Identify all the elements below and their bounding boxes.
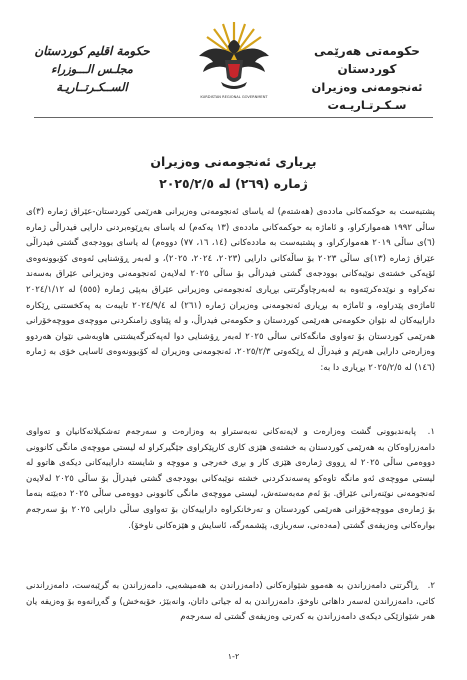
header-left-arabic	[8, 42, 176, 96]
header-right-line-3: سـكـرتـاريـەت	[327, 98, 407, 112]
decision-number-date: ژمارە (٢٦٩) لە ٢٠٢٥/٢/٥	[159, 176, 308, 191]
header-right-line-2: ئەنجومەنی وەزیران	[311, 80, 423, 94]
krg-emblem-logo	[195, 16, 273, 102]
paragraph-item-2	[26, 579, 435, 626]
paragraph-number: ٢.	[427, 581, 435, 591]
paragraph-text: پشتبەست بە حوكمەكانی ماددەی (هەشتەم) لە یاسای ئەنجومەنی وەزیرانی هەرێمی كوردستان-عێراق ژمارە (٣)ی ساڵی ١٩٩٢ هەمواركراو، و ئاماژە بە حوكمەكانی ماددەی (١٣ یەكەم) لە یاسای بەڕێوەبردنی دارایی فیدراڵی ژمارە (٦)ی ساڵی ٢٠١٩ هەمواركراو، و پشتبەست بە ماددەكانی (١٤، ١٦، ٧٧) دووەم) لە یاسای بوودجەی گشتی فیدراڵی عێراق ژمارە (١٣)ی ساڵی ٢٠٢٣ بۆ ساڵەكانی دارایی (٢٠٢٣، ٢٠٢٤، ٢٠٢٥)، و لەبەر ڕۆشنایی ئەوەی كۆبوونەوەی ئۆپەكی خشتەی نوێبەكانی بوودجەی گشتی فیدراڵی بۆ ساڵی ٢٠٢٥ لەلایەن ئەنجومەنی وەزیرانی عێراق بەسەند نەكراوە و نوێدەكرێتەوە بە لەبەرچاوگرتنی بڕیاری ئەنجومەنی وەزیرانی عێراق بەپێی ژمارە (٥٥٥) لە ٢٠٢٤/١/١٢ ئاماژەی پێدراوە، و ئاماژە بە بڕیاری ئەنجومەنی وەزیران ژمارە (٢٦١) لە ٢٠٢٤/٩/٤ تایبەت بە پەكخستنی ڕێكارە داراییەكان لە نێوان حكومەتی هەرێمی كوردستان و حكومەتی فیدراڵ، و لە پێناوی زامنكردنی مووچەی مووچەخۆرانی هەرێمی كوردستان بۆ تەواوی مانگەكانی ساڵی ٢٠٢٥ لەبەر ڕۆشنایی دوا لەپەكترگەیشتنی هاوبەشی نێوان هەردوو وەزارەتی دارایی هەرێم و فیدراڵ لە ڕێكەوتی ٢٠٢٥/٢/٣، ئەنجومەنی وەزیران لە كۆبوونەوەی ئاسایی خۆی بە ژمارە (١٤٦) لە ٢٠٢٥/٢/٥ بڕیاری دا بە:	[26, 207, 436, 373]
decision-title: بڕیاری ئەنجومەنی وەزیران	[150, 154, 317, 169]
logo-caption: KURDISTAN REGIONAL GOVERNMENT	[200, 95, 268, 99]
paragraph-text: ڕاگرتنی دامەزراندن بە هەموو شێوازەكانی (دامەزراندن بە هەمیشەیی، دامەزراندن بە گرێبەست، دامەزراندنی كاتی، دامەزراندن لەسەر داهاتی ناوخۆ، دامەزراندن بە لە جیاتی داتان، وانەبێژ، خۆبەخش) و گەڕانەوە بۆ وەزیفە یان هەر شێوازێكی دیكەی دامەزراندن بە كەرتی وەزیفەی گشتی لە سەرجەم	[26, 581, 435, 623]
header-left-line-3: الســكـرتــاريـة	[56, 80, 128, 94]
header-right-line-1: حكومەتی هەرێمی كوردستان	[314, 44, 420, 76]
paragraph-text: پابەندبوونی گشت وەزارەت و لایەنەكانی نەبەستراو بە وەزارەت و سەرجەم تەشكیلاتەكانیان و تەواوی دامەزراوەكان بە هەرێمی كوردستان بە خشتەی هێزی كاری كارپێكراوی جێگیركراو لە لیستی مووچەی مانگی كانوونی دووەمی ساڵی ٢٠٢٥ لە ڕووی ژمارەی هێزی كار و بڕی خەرجی و مووچە و شایستە داراییەكانی دیكەی هاتوو لە لیستی مووچەی ئەو مانگە تاوەكو پەسەندكردنی خشتە نوێبەكانی بوودجەی گشتی فیدراڵ بۆ ساڵی ٢٠٢٥ لەلایەن ئەنجومەنی نوێنەرانی عێراق. بۆ ئەم مەبەستەش، لیستی مووچەی مانگی كانوونی دووەمی ساڵی ٢٠٢٥ دەبێتە بنەما بۆ ژمارەی مووچەخۆرانی هەرێمی كوردستان و تەرخانكراوە داراییەكان بۆ تەواوی ساڵی دارایی ٢٠٢٥ بۆ سەرجەم بوارەكانی وەزیفەی گشتی (مەدەنی، سەربازی، پێشمەرگە، ئاسایش و هێزەكانی ناوخۆ).	[26, 427, 436, 531]
header-left-line-1: حكومة اقليم كوردستان	[34, 44, 150, 58]
page-number: ٢-١	[227, 652, 240, 661]
paragraph-item-1	[26, 425, 435, 534]
paragraph-number: ١.	[427, 427, 435, 437]
header-divider	[34, 117, 433, 118]
header-left-line-2: مجلـس الـــوزراء	[51, 62, 133, 76]
header-right-kurdish	[283, 42, 451, 114]
paragraph-preamble	[26, 205, 435, 377]
